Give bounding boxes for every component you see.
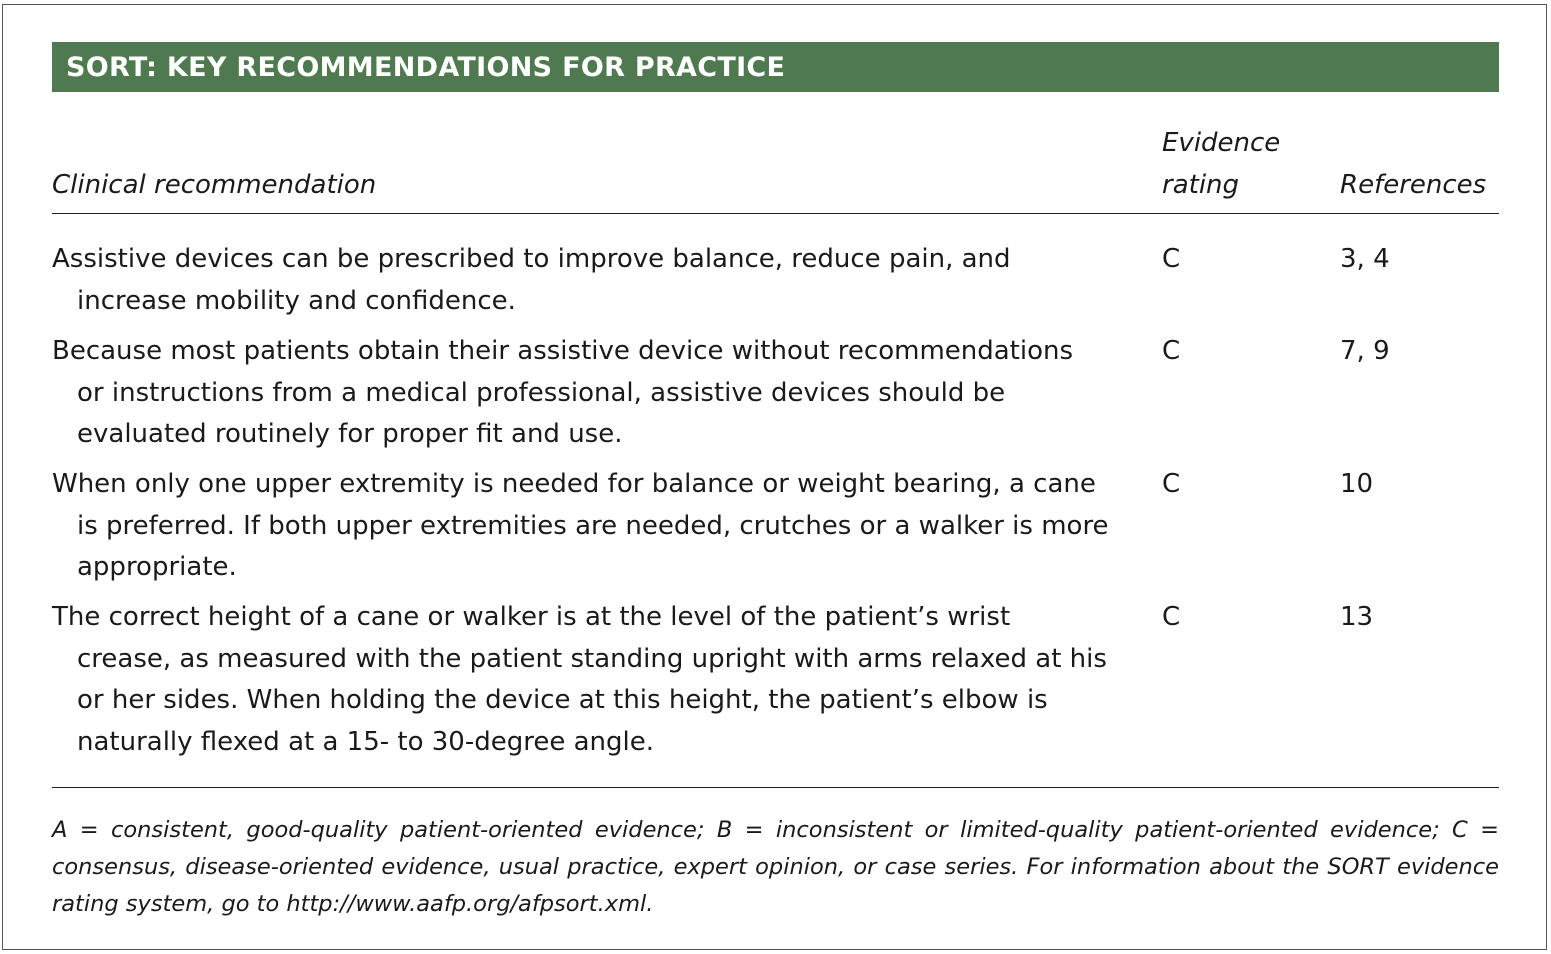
- evidence-rating: C: [1162, 336, 1181, 366]
- references: 13: [1340, 602, 1374, 632]
- footnote: A = consistent, good-quality patient-oriented evidence; B = inconsistent or limited-quality patient-oriented evidence; C = consensus, disease-oriented evidence, usual practice, expert opinion, or case series. For information about the SORT evidence rating system, go to http://www.aafp.org/afpsort.xml.: [52, 817, 1499, 917]
- recommendation-text: The correct height of a cane or walker is at the level of the patient’s wrist crease, as measured with the patient standing upright with arms relaxed at his or her sides. When holding the device at this height, the patient’s elbow is naturally flexed at a 15- to 30-degree angle.: [52, 602, 1107, 757]
- evidence-rating: C: [1162, 244, 1181, 274]
- column-header-recommendation: Clinical recommendation: [52, 170, 377, 200]
- references: 10: [1340, 469, 1374, 499]
- references: 3, 4: [1340, 244, 1390, 274]
- recommendation-text: Assistive devices can be prescribed to improve balance, reduce pain, and increase mobility and confidence.: [52, 244, 1011, 316]
- footer-rule: [52, 787, 1499, 788]
- column-header-references: References: [1340, 170, 1487, 200]
- column-header-rating-line2: rating: [1162, 170, 1240, 200]
- recommendation-text: When only one upper extremity is needed for balance or weight bearing, a cane is preferred. If both upper extremities are needed, crutches or a walker is more appropriate.: [52, 469, 1109, 582]
- evidence-rating: C: [1162, 469, 1181, 499]
- evidence-rating: C: [1162, 602, 1181, 632]
- column-header-rating-line1: Evidence: [1162, 128, 1281, 158]
- references: 7, 9: [1340, 336, 1390, 366]
- table-title: SORT: KEY RECOMMENDATIONS FOR PRACTICE: [52, 42, 1499, 92]
- header-rule: [52, 213, 1499, 214]
- recommendation-text: Because most patients obtain their assistive device without recommendations or instructions from a medical professional, assistive devices should be evaluated routinely for proper fit and use.: [52, 336, 1074, 449]
